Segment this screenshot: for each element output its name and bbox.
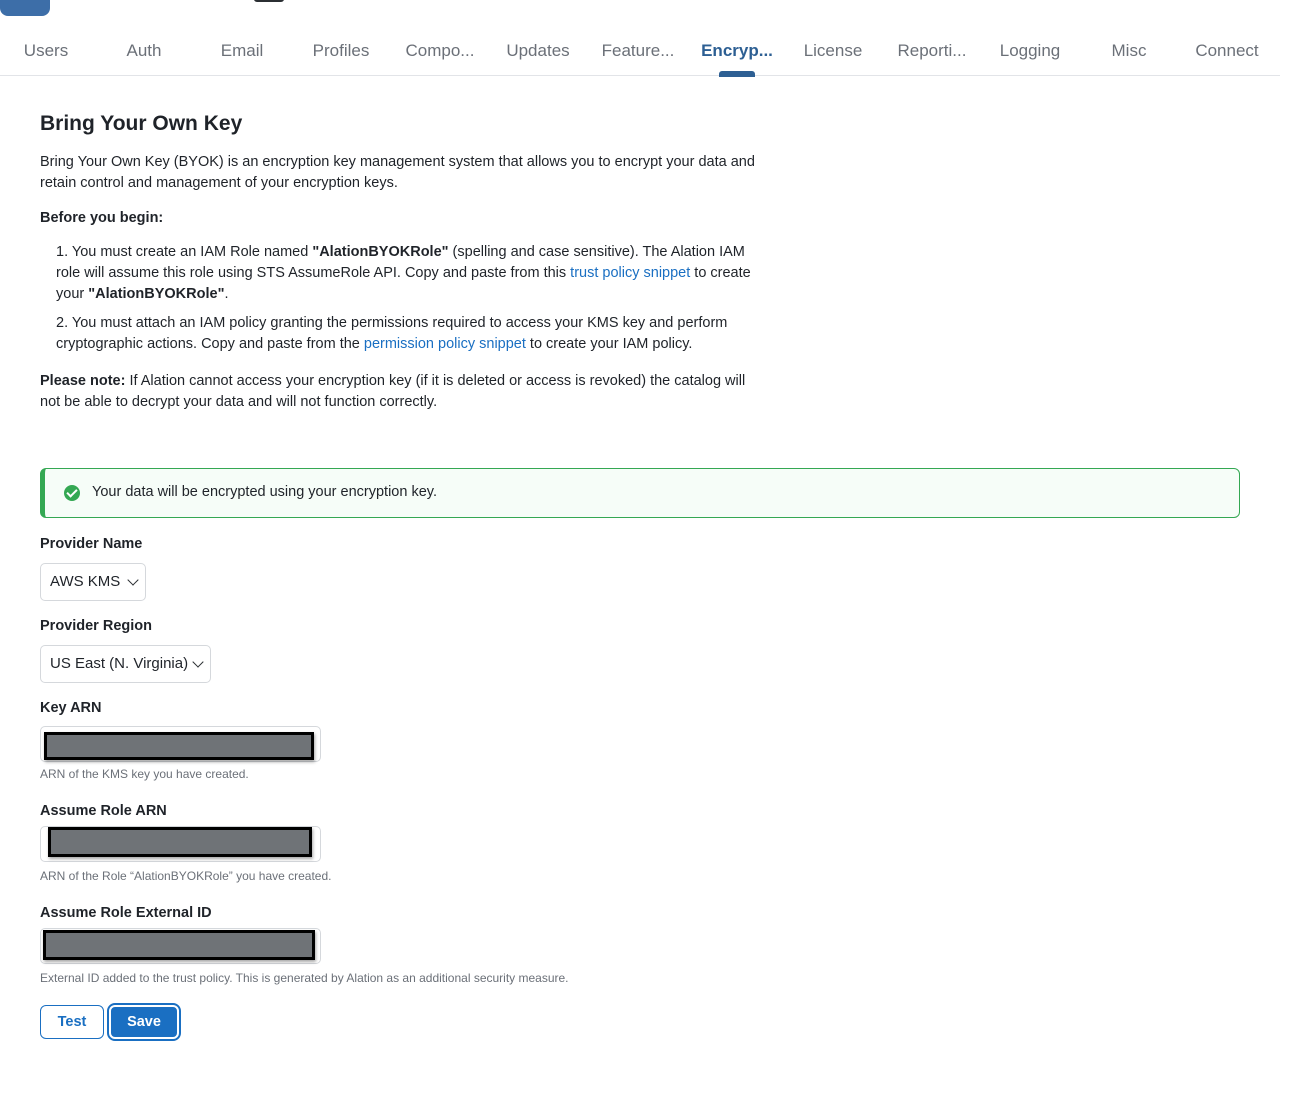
section-title: Bring Your Own Key (40, 112, 243, 135)
external-id-input[interactable] (40, 928, 321, 964)
test-button[interactable]: Test (40, 1005, 104, 1039)
settings-tabs (0, 30, 1280, 76)
assume-role-arn-label: Assume Role ARN (40, 803, 167, 819)
note-label: Please note: (40, 373, 126, 389)
tab-users[interactable] (0, 30, 95, 75)
tab-label: Profiles (312, 41, 370, 60)
tab-label: Misc (1111, 41, 1147, 60)
step-text: to create your (56, 265, 751, 302)
tab-label: Compo... (405, 41, 475, 60)
tab-compose[interactable] (391, 30, 489, 75)
key-arn-help: ARN of the KMS key you have created. (40, 767, 249, 781)
tab-email[interactable] (193, 30, 291, 75)
tab-label: Encryp... (701, 41, 773, 60)
step-text: 1. You must create an IAM Role named (56, 244, 313, 260)
before-heading: Before you begin: (40, 210, 164, 226)
provider-name-select[interactable] (40, 563, 146, 601)
tab-logging[interactable] (981, 30, 1079, 75)
step-2 (56, 313, 760, 355)
role-name: "AlationBYOKRole" (88, 286, 225, 302)
success-alert (40, 468, 1240, 518)
check-circle-icon (64, 485, 80, 501)
step-text: . (224, 286, 229, 302)
tab-encryption[interactable] (688, 30, 786, 75)
permission-policy-link[interactable]: permission policy snippet (363, 336, 526, 352)
provider-region-label: Provider Region (40, 618, 152, 634)
tab-label: License (803, 41, 863, 60)
steps-list (56, 242, 760, 355)
tab-label: Feature... (601, 41, 675, 60)
step-1 (56, 242, 760, 305)
tab-label: Logging (999, 41, 1061, 60)
intro-text: Bring Your Own Key (BYOK) is an encryption key management system that allows you to encrypt your data and retain control and management of your encryption keys. (40, 154, 755, 191)
tab-label: Email (220, 41, 264, 60)
key-arn-input[interactable] (40, 726, 321, 762)
redaction-box (48, 827, 312, 857)
provider-region-select[interactable] (40, 645, 211, 683)
tab-label: Updates (506, 41, 570, 60)
step-text: to create your IAM policy. (525, 336, 693, 352)
external-id-label: Assume Role External ID (40, 905, 212, 921)
role-name: "AlationBYOKRole" (312, 244, 449, 260)
tab-label: Users (23, 41, 69, 60)
please-note (40, 371, 760, 413)
save-button[interactable]: Save (109, 1005, 179, 1039)
tab-features[interactable] (589, 30, 687, 75)
provider-name-value: AWS KMS (50, 573, 121, 590)
tab-reporting[interactable] (883, 30, 981, 75)
tab-auth[interactable] (95, 30, 193, 75)
external-id-help: External ID added to the trust policy. This is generated by Alation as an additional security measure. (40, 971, 569, 985)
tab-misc[interactable] (1080, 30, 1178, 75)
chevron-down-icon (192, 656, 203, 667)
key-arn-label: Key ARN (40, 700, 102, 716)
assume-role-arn-help: ARN of the Role “AlationBYOKRole” you have created. (40, 869, 332, 883)
tab-label: Connect (1195, 41, 1259, 60)
chevron-down-icon (127, 574, 138, 585)
tab-connect[interactable] (1178, 30, 1276, 75)
alert-message: Your data will be encrypted using your encryption key. (92, 484, 437, 500)
tab-updates[interactable] (489, 30, 587, 75)
step-text: (spelling and case sensitive). The Alation IAM role will assume this role using STS AssumeRole API. Copy and paste from this (56, 244, 745, 281)
byok-section (40, 112, 1250, 413)
provider-name-label: Provider Name (40, 536, 143, 552)
tab-profiles[interactable] (292, 30, 390, 75)
redaction-box (43, 930, 315, 960)
tab-label: Auth (126, 41, 162, 60)
assume-role-arn-input[interactable] (40, 826, 321, 862)
active-tab-indicator (719, 71, 755, 77)
step-text: 2. You must attach an IAM policy granting the permissions required to access your KMS key and perform cryptographic actions. Copy and paste from the (56, 315, 728, 352)
trust-policy-link[interactable]: trust policy snippet (570, 265, 691, 281)
redaction-box (44, 732, 314, 760)
tab-label: Reporti... (897, 41, 967, 60)
tab-license[interactable] (784, 30, 882, 75)
provider-region-value: US East (N. Virginia) (50, 655, 189, 672)
page-title-fragment (254, 0, 284, 2)
app-logo (0, 0, 50, 16)
note-text: If Alation cannot access your encryption key (if it is deleted or access is revoked) the catalog will not be able to decrypt your data and will not function correctly. (40, 373, 746, 410)
